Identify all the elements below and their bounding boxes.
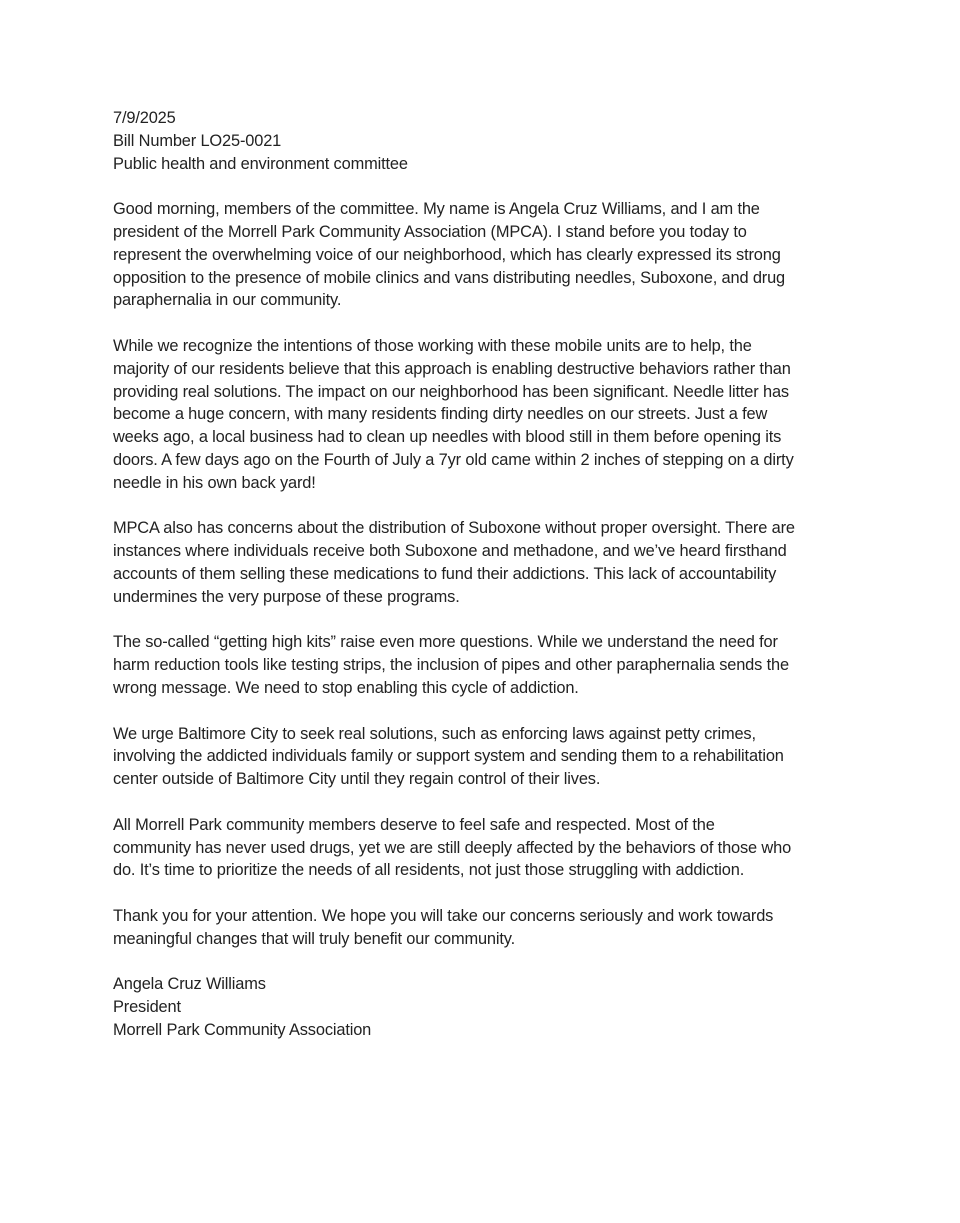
text-line: instances where individuals receive both Suboxone and methadone, and we’ve heard firsthand <box>113 542 787 561</box>
signature-name: Angela Cruz Williams <box>113 975 266 994</box>
text-line: undermines the very purpose of these programs. <box>113 587 460 606</box>
text-line: The so-called “getting high kits” raise even more questions. While we understand the need for <box>113 633 778 652</box>
letter-header <box>113 107 853 175</box>
text-line: paraphernalia in our community. <box>113 291 342 310</box>
text-line: providing real solutions. The impact on our neighborhood has been significant. Needle litter has <box>113 382 789 401</box>
text-line: do. It’s time to prioritize the needs of all residents, not just those struggling with addiction. <box>113 861 745 880</box>
paragraph-needle-litter <box>113 335 853 495</box>
letter-document <box>113 107 853 1042</box>
text-line: majority of our residents believe that this approach is enabling destructive behaviors rather than <box>113 359 791 378</box>
text-line: doors. A few days ago on the Fourth of July a 7yr old came within 2 inches of stepping on a dirty <box>113 450 794 469</box>
text-line: community has never used drugs, yet we are still deeply affected by the behaviors of those who <box>113 838 792 857</box>
text-line: meaningful changes that will truly benefit our community. <box>113 929 516 948</box>
paragraph-community-safety <box>113 814 853 882</box>
text-line: involving the addicted individuals family or support system and sending them to a rehabilitation <box>113 747 784 766</box>
text-line: wrong message. We need to stop enabling this cycle of addiction. <box>113 678 579 697</box>
text-line: become a huge concern, with many residents finding dirty needles on our streets. Just a few <box>113 405 768 424</box>
signature-block <box>113 973 853 1041</box>
committee-name: Public health and environment committee <box>113 154 408 173</box>
paragraph-real-solutions <box>113 723 853 791</box>
text-line: harm reduction tools like testing strips, the inclusion of pipes and other paraphernalia sends the <box>113 656 789 675</box>
signature-organization: Morrell Park Community Association <box>113 1020 372 1039</box>
text-line: We urge Baltimore City to seek real solutions, such as enforcing laws against petty crimes, <box>113 724 756 743</box>
bill-number: Bill Number LO25-0021 <box>113 131 282 150</box>
text-line: weeks ago, a local business had to clean up needles with blood still in them before opening its <box>113 428 782 447</box>
text-line: opposition to the presence of mobile clinics and vans distributing needles, Suboxone, and drug <box>113 268 786 287</box>
paragraph-closing <box>113 905 853 951</box>
text-line: needle in his own back yard! <box>113 473 316 492</box>
text-line: Good morning, members of the committee. My name is Angela Cruz Williams, and I am the <box>113 200 760 219</box>
text-line: center outside of Baltimore City until they regain control of their lives. <box>113 770 601 789</box>
text-line: accounts of them selling these medications to fund their addictions. This lack of accountability <box>113 564 777 583</box>
text-line: represent the overwhelming voice of our neighborhood, which has clearly expressed its strong <box>113 245 781 264</box>
text-line: All Morrell Park community members deserve to feel safe and respected. Most of the <box>113 815 715 834</box>
text-line: MPCA also has concerns about the distribution of Suboxone without proper oversight. There are <box>113 519 795 538</box>
text-line: president of the Morrell Park Community Association (MPCA). I stand before you today to <box>113 222 747 241</box>
letter-date: 7/9/2025 <box>113 109 176 127</box>
signature-title: President <box>113 998 181 1017</box>
text-line: While we recognize the intentions of those working with these mobile units are to help, the <box>113 336 752 355</box>
paragraph-introduction <box>113 198 853 312</box>
paragraph-getting-high-kits <box>113 631 853 699</box>
paragraph-suboxone-oversight <box>113 517 853 608</box>
text-line: Thank you for your attention. We hope you will take our concerns seriously and work towards <box>113 906 774 925</box>
